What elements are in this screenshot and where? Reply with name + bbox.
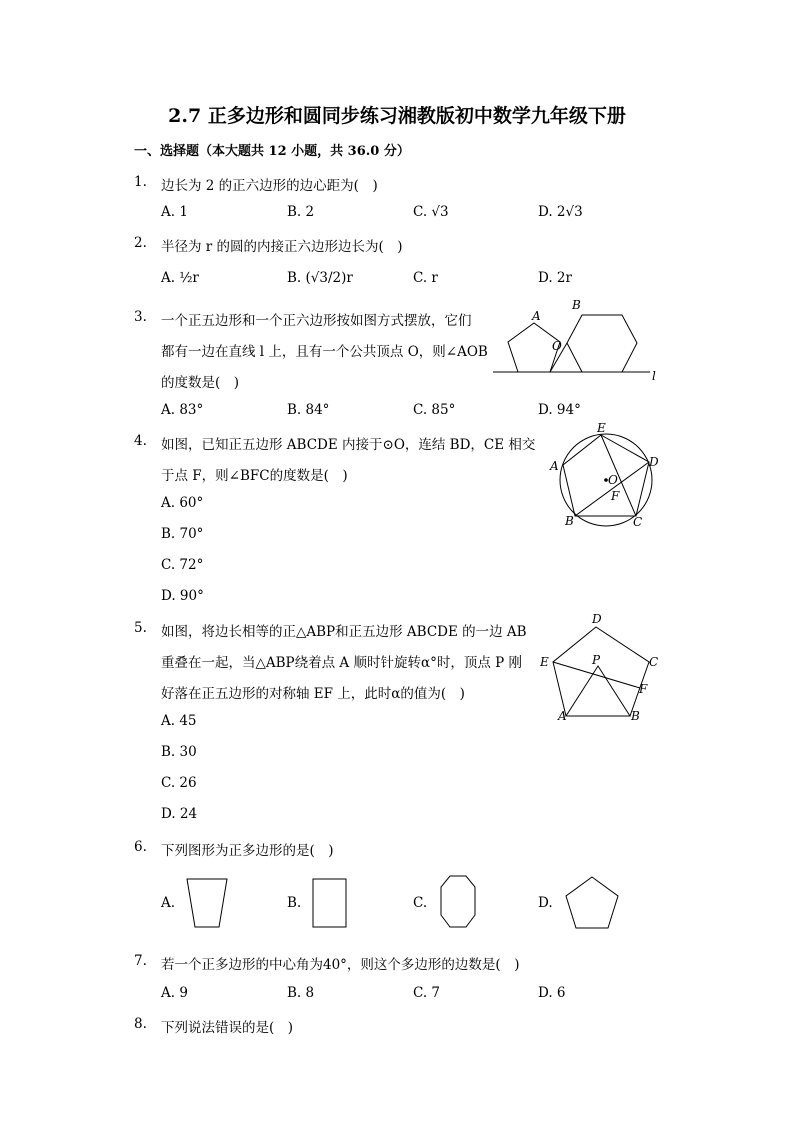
- question-text-line2: 重叠在一起，当△ABP绕着点 A 顺时针旋转α°时，顶点 P 刚: [161, 655, 522, 671]
- triangle-abp: [566, 666, 630, 716]
- page-title: 2.7 正多边形和圆同步练习湘教版初中数学九年级下册: [168, 105, 626, 127]
- question-number: 3.: [134, 309, 147, 325]
- question-text-line2: 都有一边在直线 l 上，且有一个公共顶点 O，则∠AOB: [161, 344, 488, 360]
- question-number: 8.: [134, 1016, 147, 1032]
- option-b: B. 30: [161, 744, 197, 760]
- label-o: O: [608, 473, 618, 487]
- question-text: 下列图形为正多边形的是( ): [161, 843, 334, 859]
- option-d: D. 2r: [538, 270, 572, 286]
- option-b: B. 8: [287, 985, 315, 1001]
- figure-pentagon-hexagon: [490, 292, 665, 387]
- option-c: C. 85°: [413, 402, 456, 418]
- figure-triangle-pentagon: [536, 608, 666, 726]
- hexagon-shape: [567, 315, 637, 372]
- option-b: B. 70°: [161, 526, 204, 542]
- question-text: 若一个正多边形的中心角为40°，则这个多边形的边数是( ): [161, 957, 520, 973]
- label-c: C: [649, 655, 659, 669]
- pentagon-figure: [560, 873, 624, 935]
- label-a: A: [550, 459, 559, 473]
- option-c: C. √3: [413, 204, 449, 220]
- section-heading: 一、选择题（本大题共 12 小题，共 36.0 分）: [134, 144, 410, 159]
- option-a: A. ½r: [161, 270, 199, 286]
- question-text: 边长为 2 的正六边形的边心距为( ): [161, 178, 378, 194]
- label-b: B: [565, 514, 574, 528]
- rectangle-figure: [309, 875, 351, 931]
- label-b: B: [572, 298, 581, 312]
- question-number: 4.: [134, 433, 147, 449]
- question-text-line3: 的度数是( ): [161, 375, 240, 391]
- label-d: D: [649, 455, 659, 469]
- question-text-line1: 如图，已知正五边形 ABCDE 内接于⊙O，连结 BD，CE 相交: [161, 437, 536, 453]
- option-c: C. r: [413, 270, 438, 286]
- question-number: 6.: [134, 839, 147, 855]
- option-d: D. 90°: [161, 588, 204, 604]
- label-o: O: [552, 339, 562, 353]
- option-d: D. 6: [538, 985, 566, 1001]
- option-b: B. 2: [287, 204, 315, 220]
- option-d: D. 2√3: [538, 204, 583, 220]
- label-c: C: [633, 515, 643, 529]
- label-p: P: [592, 653, 601, 667]
- question-number: 7.: [134, 953, 147, 969]
- figure-inscribed-pentagon: [545, 420, 665, 532]
- label-a: A: [558, 709, 567, 723]
- trapezoid-figure: [183, 875, 233, 931]
- option-a: A. 45: [161, 713, 197, 729]
- question-text-line3: 好落在正五边形的对称轴 EF 上，此时α的值为( ): [161, 686, 465, 702]
- option-d: D.: [538, 895, 553, 911]
- option-c: C. 26: [161, 775, 197, 791]
- question-text: 半径为 r 的圆的内接正六边形边长为( ): [161, 239, 403, 255]
- question-text-line2: 于点 F，则∠BFC的度数是( ): [161, 468, 348, 484]
- question-number: 2.: [134, 235, 147, 251]
- question-text-line1: 一个正五边形和一个正六边形按如图方式摆放，它们: [161, 313, 472, 329]
- question-number: 1.: [134, 174, 147, 190]
- label-a: A: [532, 309, 541, 323]
- label-f: F: [611, 489, 620, 503]
- option-d: D. 24: [161, 806, 198, 822]
- option-b: B. 84°: [287, 402, 330, 418]
- option-d: D. 94°: [538, 402, 581, 418]
- option-c: C.: [413, 895, 428, 911]
- label-e: E: [540, 655, 549, 669]
- question-number: 5.: [134, 620, 147, 636]
- label-d: D: [592, 612, 602, 626]
- option-a: A. 9: [161, 985, 188, 1001]
- option-a: A.: [161, 895, 176, 911]
- label-b: B: [631, 709, 640, 723]
- label-f: F: [639, 682, 648, 696]
- label-e: E: [597, 421, 606, 435]
- option-a: A. 60°: [161, 495, 204, 511]
- option-b: B. (√3/2)r: [287, 270, 353, 286]
- option-a: A. 1: [161, 204, 188, 220]
- option-c: C. 7: [413, 985, 441, 1001]
- octagon-figure: [436, 873, 480, 931]
- label-l: l: [652, 369, 656, 383]
- question-text: 下列说法错误的是( ): [161, 1020, 294, 1036]
- option-a: A. 83°: [161, 402, 204, 418]
- question-text-line1: 如图，将边长相等的正△ABP和正五边形 ABCDE 的一边 AB: [161, 624, 527, 640]
- option-b: B.: [287, 895, 302, 911]
- option-c: C. 72°: [161, 557, 204, 573]
